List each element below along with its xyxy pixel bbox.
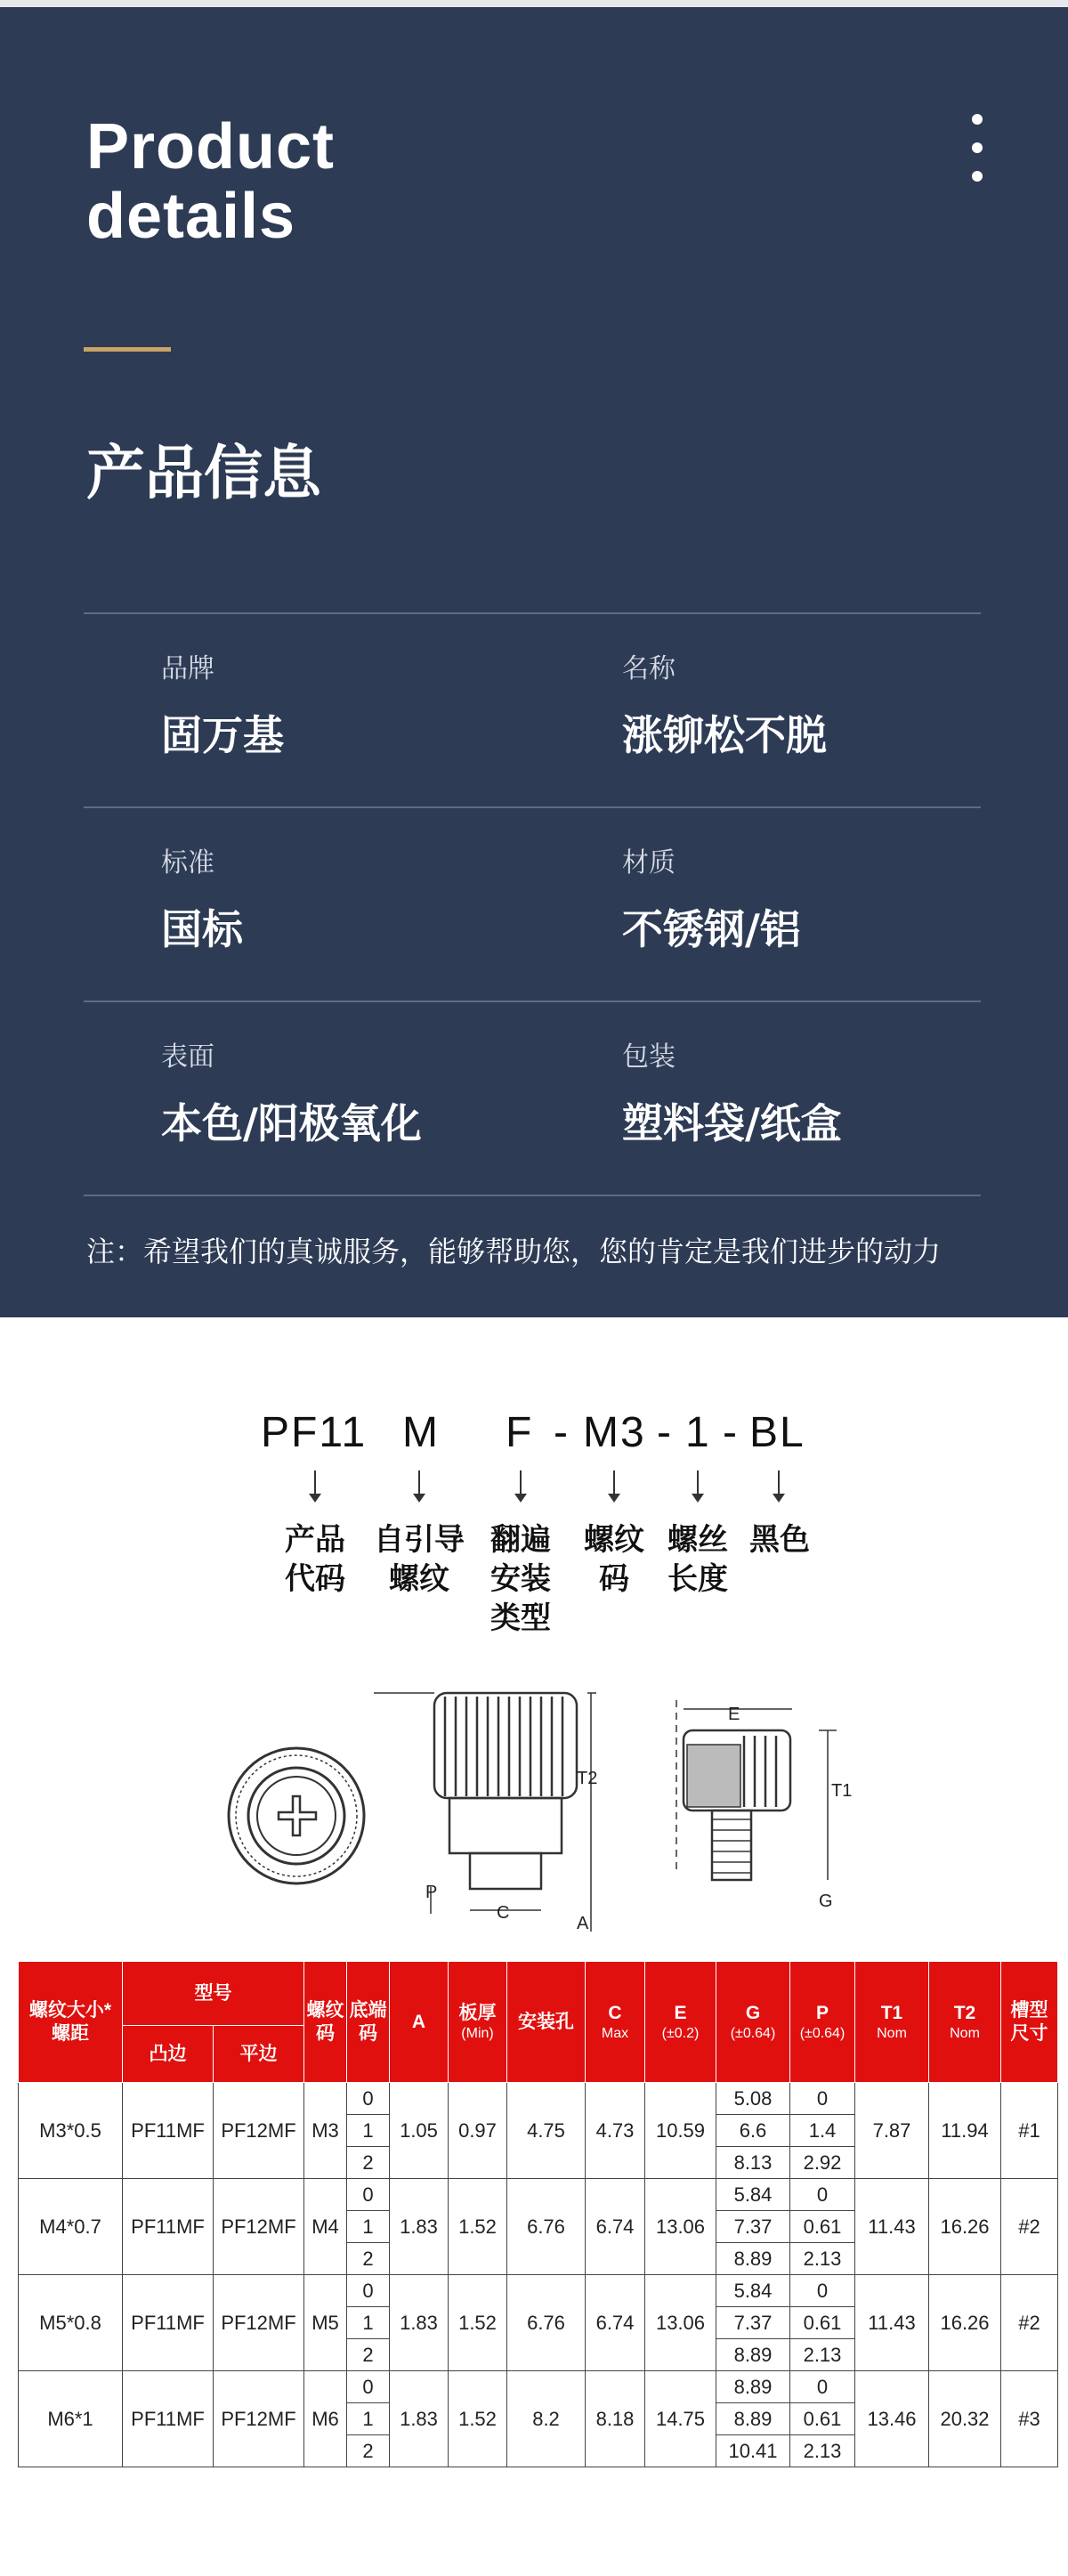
service-note: 注：希望我们的真诚服务，能够帮助您，您的肯定是我们进步的动力: [86, 1235, 942, 1268]
info-label: 品牌: [161, 653, 214, 685]
table-cell: #2: [1001, 2275, 1058, 2371]
table-cell: #1: [1001, 2083, 1058, 2179]
table-cell: 0: [790, 2275, 855, 2307]
technical-drawing: [0, 1673, 1068, 1940]
table-header-text: (±0.64): [730, 2025, 776, 2041]
table-cell: 8.89: [716, 2403, 790, 2435]
table-cell: PF11MF: [123, 2083, 214, 2179]
table-header-text: (Min): [461, 2025, 494, 2041]
info-packaging: [622, 1040, 842, 1150]
table-header-text: G: [745, 2002, 761, 2023]
table-row: [19, 2275, 1058, 2307]
code-seg-dash: -: [723, 1409, 739, 1456]
table-cell: M6: [304, 2371, 347, 2467]
table-cell: 6.76: [507, 2179, 586, 2275]
th-hole: 安装孔: [507, 1962, 586, 2083]
dim-a: A: [577, 1914, 589, 1933]
table-cell: 8.89: [716, 2371, 790, 2403]
code-label-text: 产品: [285, 1522, 345, 1558]
info-label: 标准: [161, 847, 214, 879]
table-cell: 1.52: [449, 2275, 507, 2371]
table-cell: M5*0.8: [19, 2275, 123, 2371]
code-label-text: 码: [599, 1561, 629, 1597]
code-label-black: [744, 1520, 815, 1559]
table-cell: 6.6: [716, 2115, 790, 2147]
table-cell: 2: [347, 2243, 390, 2275]
table-cell: 0: [790, 2371, 855, 2403]
code-label-text: 翻遍: [490, 1522, 551, 1558]
page-title: [86, 112, 335, 251]
code-seg-pf11: PF11: [261, 1409, 368, 1456]
code-label-text: 类型: [490, 1600, 551, 1636]
th-e: [645, 1962, 716, 2083]
th-model: 型号: [123, 1962, 304, 2026]
table-cell: 2: [347, 2435, 390, 2467]
table-cell: 1.4: [790, 2115, 855, 2147]
table-header-text: Max: [601, 2025, 629, 2041]
more-menu-icon[interactable]: [961, 114, 993, 182]
arrow-down-icon: [778, 1470, 780, 1495]
code-label-install: [485, 1520, 556, 1638]
table-cell: 0.61: [790, 2211, 855, 2243]
arrow-down-icon: [520, 1470, 522, 1495]
table-cell: 8.18: [586, 2371, 645, 2467]
info-name: [622, 652, 827, 762]
th-model-a: 凸边: [123, 2026, 214, 2083]
table-header-text: Nom: [950, 2025, 980, 2041]
table-cell: M6*1: [19, 2371, 123, 2467]
spec-table: [18, 1961, 1058, 2467]
table-cell: PF12MF: [214, 2371, 304, 2467]
divider: [84, 1195, 981, 1196]
table-cell: M4: [304, 2179, 347, 2275]
code-label-text: 螺纹: [389, 1561, 449, 1597]
th-thread: 螺纹大小*螺距: [19, 1962, 123, 2083]
table-cell: 0.97: [449, 2083, 507, 2179]
code-label-text: 安装: [490, 1561, 551, 1597]
table-cell: 4.75: [507, 2083, 586, 2179]
table-cell: PF12MF: [214, 2083, 304, 2179]
table-cell: 0: [347, 2179, 390, 2211]
table-cell: #2: [1001, 2179, 1058, 2275]
table-cell: PF11MF: [123, 2275, 214, 2371]
info-value: 固万基: [161, 711, 284, 759]
dim-t1: T1: [831, 1781, 853, 1801]
page-title-line1: Product: [86, 111, 336, 182]
table-cell: 1: [347, 2403, 390, 2435]
table-cell: 1: [347, 2115, 390, 2147]
arrow-down-icon: [613, 1470, 615, 1495]
table-cell: 2.92: [790, 2147, 855, 2179]
table-cell: 1: [347, 2211, 390, 2243]
info-label: 包装: [622, 1041, 676, 1073]
table-cell: 4.73: [586, 2083, 645, 2179]
code-label-text: 自引导: [374, 1522, 465, 1558]
code-label-text: 代码: [285, 1561, 345, 1597]
table-cell: 7.37: [716, 2211, 790, 2243]
code-label-length: [662, 1520, 733, 1599]
table-cell: 2.13: [790, 2435, 855, 2467]
table-row: [19, 2179, 1058, 2211]
code-seg-m: M: [402, 1409, 440, 1456]
table-cell: 1.83: [390, 2179, 449, 2275]
th-code: 螺纹码: [304, 1962, 347, 2083]
table-cell: 14.75: [645, 2371, 716, 2467]
table-cell: 1.83: [390, 2371, 449, 2467]
info-surface: [161, 1040, 422, 1150]
table-header-text: E: [674, 2002, 687, 2023]
th-t2: [929, 1962, 1001, 2083]
info-label: 表面: [161, 1041, 214, 1073]
table-cell: 16.26: [929, 2275, 1001, 2371]
table-cell: #3: [1001, 2371, 1058, 2467]
table-header-text: P: [815, 2002, 829, 2023]
code-seg-1: 1: [685, 1409, 711, 1456]
table-cell: 0.61: [790, 2307, 855, 2339]
table-cell: PF12MF: [214, 2179, 304, 2275]
dim-p: P: [425, 1883, 438, 1902]
dim-c: C: [497, 1903, 510, 1923]
table-header-text: C: [608, 2002, 622, 2023]
table-cell: 8.13: [716, 2147, 790, 2179]
side-view-drawing: [374, 1693, 596, 1932]
table-cell: 16.26: [929, 2179, 1001, 2275]
arrow-down-icon: [418, 1470, 420, 1495]
spec-table-body: [19, 2083, 1058, 2467]
section-view-drawing: [676, 1700, 837, 1880]
arrow-down-icon: [697, 1470, 699, 1495]
dim-e: E: [728, 1705, 740, 1724]
table-cell: 8.89: [716, 2243, 790, 2275]
th-a: A: [390, 1962, 449, 2083]
table-header-text: T2: [953, 2002, 976, 2023]
table-cell: 1.83: [390, 2275, 449, 2371]
table-cell: 6.74: [586, 2179, 645, 2275]
table-cell: 0: [347, 2083, 390, 2115]
table-cell: PF11MF: [123, 2179, 214, 2275]
divider: [84, 1000, 981, 1002]
table-cell: 1.05: [390, 2083, 449, 2179]
info-material: [622, 846, 801, 956]
table-cell: 2: [347, 2339, 390, 2371]
th-slot: 槽型尺寸: [1001, 1962, 1058, 2083]
table-header-text: 板厚: [458, 2002, 497, 2023]
code-label-threadcode: [578, 1520, 650, 1599]
table-cell: PF11MF: [123, 2371, 214, 2467]
table-cell: 13.46: [855, 2371, 929, 2467]
table-cell: 0: [790, 2083, 855, 2115]
table-cell: 8.2: [507, 2371, 586, 2467]
divider: [84, 612, 981, 614]
table-cell: M5: [304, 2275, 347, 2371]
table-cell: 0: [790, 2179, 855, 2211]
info-value: 国标: [161, 905, 243, 953]
info-brand: [161, 652, 284, 762]
table-cell: 5.84: [716, 2275, 790, 2307]
table-cell: 11.43: [855, 2275, 929, 2371]
table-cell: 0.61: [790, 2403, 855, 2435]
info-standard: [161, 846, 243, 956]
table-cell: 10.41: [716, 2435, 790, 2467]
th-plate: [449, 1962, 507, 2083]
info-label: 材质: [622, 847, 676, 879]
product-details-header: [0, 7, 1068, 1317]
table-cell: 1: [347, 2307, 390, 2339]
th-end: 底端码: [347, 1962, 390, 2083]
code-seg-dash: -: [554, 1409, 570, 1456]
info-value: 本色/阳极氧化: [161, 1099, 422, 1147]
table-cell: 11.43: [855, 2179, 929, 2275]
table-cell: 6.74: [586, 2275, 645, 2371]
code-label-text: 螺纹: [584, 1522, 644, 1558]
table-row: [19, 2371, 1058, 2403]
dim-g: G: [819, 1891, 833, 1911]
table-header-text: (±0.2): [661, 2025, 700, 2041]
code-label-text: 黑色: [749, 1522, 810, 1558]
table-cell: 1.52: [449, 2179, 507, 2275]
table-cell: 7.87: [855, 2083, 929, 2179]
code-label-text: 长度: [668, 1561, 728, 1597]
table-cell: 2.13: [790, 2339, 855, 2371]
code-seg-bl: BL: [749, 1409, 805, 1456]
top-strip: [0, 0, 1068, 7]
table-cell: 1.52: [449, 2371, 507, 2467]
info-value: 不锈钢/铝: [622, 905, 801, 953]
th-p: [790, 1962, 855, 2083]
th-c: [586, 1962, 645, 2083]
dim-t2: T2: [577, 1769, 598, 1788]
table-header-text: Nom: [877, 2025, 907, 2041]
table-cell: 10.59: [645, 2083, 716, 2179]
table-cell: 6.76: [507, 2275, 586, 2371]
arrow-down-icon: [314, 1470, 316, 1495]
table-cell: M4*0.7: [19, 2179, 123, 2275]
table-cell: 2: [347, 2147, 390, 2179]
info-label: 名称: [622, 653, 676, 685]
code-label-text: 螺丝: [668, 1522, 728, 1558]
section-title: 产品信息: [86, 439, 321, 507]
table-cell: 13.06: [645, 2275, 716, 2371]
table-cell: 13.06: [645, 2179, 716, 2275]
table-cell: M3: [304, 2083, 347, 2179]
table-cell: 8.89: [716, 2339, 790, 2371]
th-model-b: 平边: [214, 2026, 304, 2083]
table-header-text: (±0.64): [799, 2025, 846, 2041]
table-cell: 0: [347, 2275, 390, 2307]
code-seg-dash: -: [657, 1409, 673, 1456]
th-g: [716, 1962, 790, 2083]
table-cell: 7.37: [716, 2307, 790, 2339]
page-title-line2: details: [86, 181, 296, 252]
table-cell: 11.94: [929, 2083, 1001, 2179]
code-seg-f: F: [506, 1409, 534, 1456]
divider: [84, 806, 981, 808]
top-view-drawing: [229, 1748, 364, 1883]
table-cell: PF12MF: [214, 2275, 304, 2371]
accent-divider: [84, 347, 171, 352]
code-label-thread: [372, 1520, 466, 1599]
table-row: [19, 2083, 1058, 2115]
table-cell: 2.13: [790, 2243, 855, 2275]
table-cell: 5.08: [716, 2083, 790, 2115]
table-cell: 20.32: [929, 2371, 1001, 2467]
th-t1: [855, 1962, 929, 2083]
info-value: 塑料袋/纸盒: [622, 1099, 842, 1147]
table-cell: 0: [347, 2371, 390, 2403]
table-cell: M3*0.5: [19, 2083, 123, 2179]
code-seg-m3: M3: [583, 1409, 646, 1456]
table-cell: 5.84: [716, 2179, 790, 2211]
code-label-product: [279, 1520, 351, 1599]
table-header-text: T1: [880, 2002, 903, 2023]
info-value: 涨铆松不脱: [622, 711, 827, 759]
